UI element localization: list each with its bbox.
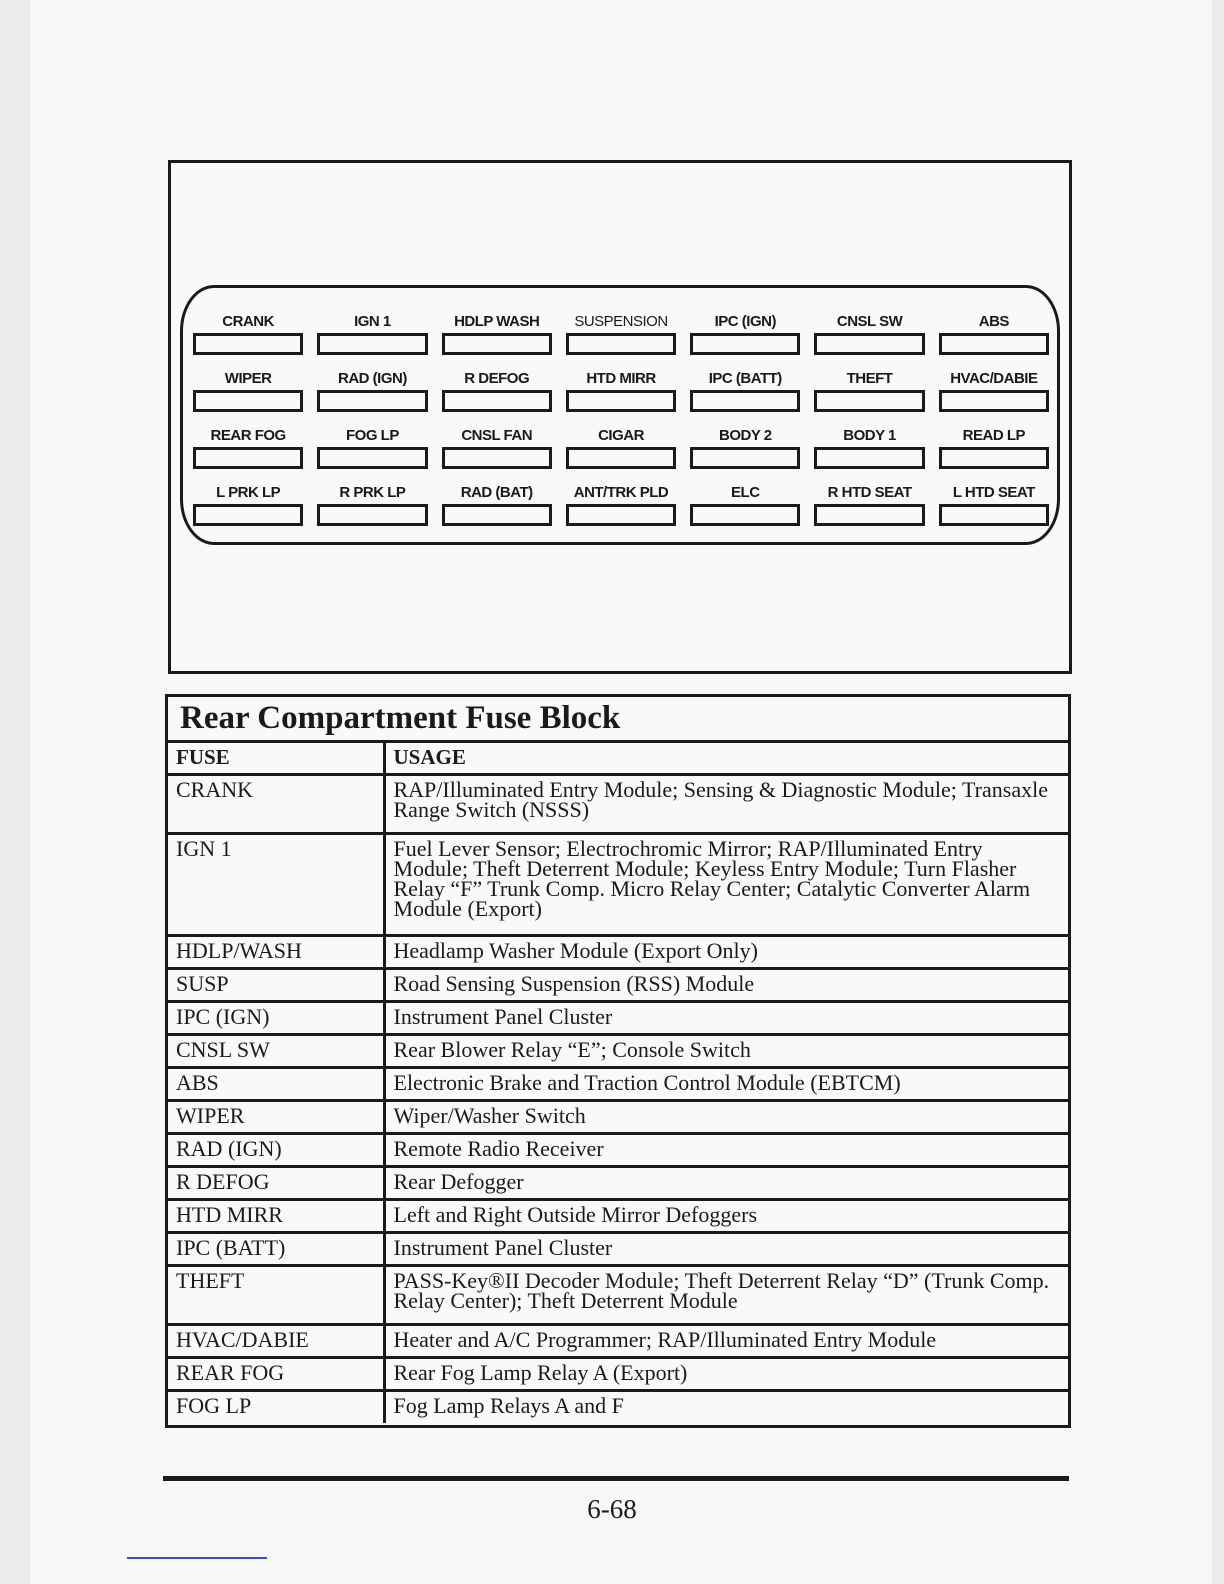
fuse-label: RAD (IGN) — [338, 370, 407, 387]
fuse-cell — [317, 416, 427, 473]
table-row — [168, 1034, 1068, 1067]
table-row — [168, 968, 1068, 1001]
fuse-name-cell: WIPER — [168, 1100, 384, 1133]
usage-cell: RAP/Illuminated Entry Module; Sensing & Diagnostic Module; Transaxle Range Switch (NSSS) — [384, 774, 1068, 833]
fuse-label: ANT/TRK PLD — [573, 484, 669, 501]
page-number: 6-68 — [587, 1494, 637, 1524]
usage-cell: Remote Radio Receiver — [384, 1133, 1068, 1166]
fuse-name-cell: REAR FOG — [168, 1357, 384, 1390]
usage-cell: Fuel Lever Sensor; Electrochromic Mirror; RAP/Illuminated Entry Module; Theft Deterrent Module; Keyless Entry Module; Turn Flasher Relay “F” Trunk Comp. Micro Relay Center; Catalytic Converter Alarm Module (Export) — [384, 833, 1068, 935]
fuse-name-cell: IPC (IGN) — [168, 1001, 384, 1034]
usage-cell: Fog Lamp Relays A and F — [393, 1392, 624, 1418]
fuse-name-cell: IPC (BATT) — [168, 1232, 384, 1265]
fuse-slot — [814, 504, 924, 526]
fuse-label: READ LP — [962, 427, 1026, 444]
fuse-cell — [442, 473, 552, 530]
fuse-cell — [814, 302, 924, 359]
fuse-label: IPC (BATT) — [708, 370, 782, 387]
fuse-cell — [193, 302, 303, 359]
fuse-label: R DEFOG — [464, 370, 530, 387]
fuse-cell — [317, 302, 427, 359]
fuse-slot — [442, 447, 552, 469]
fuse-label: ELC — [731, 484, 760, 501]
fuse-label: IGN 1 — [354, 313, 391, 330]
usage-cell: Rear Defogger — [384, 1166, 1068, 1199]
fuse-block-diagram — [168, 160, 1072, 674]
fuse-label: FOG LP — [346, 427, 399, 444]
fuse-name-cell: HVAC/DABIE — [168, 1324, 384, 1357]
fuse-usage-table — [165, 694, 1071, 1428]
fuse-label: L PRK LP — [216, 484, 281, 501]
fuse-slot — [317, 504, 427, 526]
fuse-name-cell: ABS — [168, 1067, 384, 1100]
usage-cell: Wiper/Washer Switch — [384, 1100, 1068, 1133]
fuse-label: BODY 1 — [843, 427, 896, 444]
fuse-label: CIGAR — [598, 427, 644, 444]
fuse-slot — [317, 333, 427, 355]
fuse-cell — [939, 302, 1049, 359]
fuse-slot — [939, 333, 1049, 355]
fuse-cell — [442, 416, 552, 473]
fuse-slot — [814, 390, 924, 412]
fuse-name-cell: CRANK — [168, 774, 384, 833]
fuse-cell — [814, 473, 924, 530]
usage-cell: Rear Fog Lamp Relay A (Export) — [384, 1357, 1068, 1390]
fuse-cell — [566, 302, 676, 359]
footer-rule — [163, 1476, 1069, 1481]
fuse-cell — [690, 416, 800, 473]
fuse-table — [168, 743, 1068, 1423]
fuse-name-cell: CNSL SW — [168, 1034, 384, 1067]
fuse-name-cell: THEFT — [168, 1265, 384, 1324]
fuse-label: IPC (IGN) — [714, 313, 776, 330]
table-row — [168, 1001, 1068, 1034]
fuse-slot — [566, 447, 676, 469]
fuse-name-cell: IGN 1 — [168, 833, 384, 935]
fuse-slot — [690, 447, 800, 469]
fuse-label: REAR FOG — [210, 427, 286, 444]
fuse-name-cell: RAD (IGN) — [168, 1133, 384, 1166]
fuse-cell — [939, 416, 1049, 473]
fuse-slot — [690, 504, 800, 526]
usage-cell: Electronic Brake and Traction Control Module (EBTCM) — [384, 1067, 1068, 1100]
fuse-label: R PRK LP — [339, 484, 406, 501]
fuse-cell — [814, 416, 924, 473]
column-header-fuse: FUSE — [168, 743, 384, 774]
table-row — [168, 1265, 1068, 1324]
table-row — [168, 1390, 1068, 1423]
fuse-cell — [442, 359, 552, 416]
fuse-cell — [939, 473, 1049, 530]
fuse-label: WIPER — [224, 370, 272, 387]
fuse-slot — [814, 333, 924, 355]
fuse-slot — [939, 504, 1049, 526]
fuse-cell — [317, 473, 427, 530]
fuse-label: CNSL FAN — [461, 427, 533, 444]
fuse-slot — [566, 333, 676, 355]
fuse-name-cell: FOG LP — [168, 1390, 384, 1423]
fuse-label: ABS — [978, 313, 1009, 330]
fuse-label: THEFT — [846, 370, 893, 387]
fuse-slot — [317, 447, 427, 469]
column-header-usage: USAGE — [384, 743, 1068, 774]
fuse-cell — [193, 416, 303, 473]
usage-cell: Instrument Panel Cluster — [384, 1001, 1068, 1034]
fuse-slot — [814, 447, 924, 469]
fuse-label: CRANK — [222, 313, 274, 330]
fuse-slot — [193, 390, 303, 412]
fuse-label: BODY 2 — [718, 427, 772, 444]
table-title: Rear Compartment Fuse Block — [168, 697, 1068, 743]
table-row — [168, 1100, 1068, 1133]
fuse-slot — [566, 504, 676, 526]
fuse-slot — [690, 390, 800, 412]
fuse-cell — [193, 359, 303, 416]
fuse-grid — [193, 302, 1049, 530]
fuse-name-cell: HTD MIRR — [168, 1199, 384, 1232]
table-row — [168, 833, 1068, 935]
fuse-name-cell: HDLP/WASH — [168, 935, 384, 968]
fuse-cell — [193, 473, 303, 530]
table-row — [168, 1232, 1068, 1265]
table-row — [168, 1166, 1068, 1199]
fuse-cell — [690, 473, 800, 530]
fuse-cell — [317, 359, 427, 416]
table-row — [168, 1324, 1068, 1357]
table-row — [168, 1199, 1068, 1232]
fuse-label: L HTD SEAT — [952, 484, 1035, 501]
fuse-label: SUSPENSION — [574, 313, 668, 330]
table-row — [168, 1133, 1068, 1166]
fuse-slot — [939, 390, 1049, 412]
table-row — [168, 1357, 1068, 1390]
fuse-slot — [442, 504, 552, 526]
link-underline — [127, 1557, 267, 1559]
usage-cell: Road Sensing Suspension (RSS) Module — [384, 968, 1068, 1001]
fuse-name-cell: SUSP — [168, 968, 384, 1001]
fuse-name-cell: R DEFOG — [168, 1166, 384, 1199]
fuse-slot — [193, 447, 303, 469]
table-row — [168, 1067, 1068, 1100]
fuse-cell — [939, 359, 1049, 416]
fuse-cell — [442, 302, 552, 359]
usage-cell: Heater and A/C Programmer; RAP/Illuminated Entry Module — [384, 1324, 1068, 1357]
fuse-cell — [566, 473, 676, 530]
fuse-cell — [566, 359, 676, 416]
usage-cell: PASS-Key®II Decoder Module; Theft Deterrent Relay “D” (Trunk Comp. Relay Center); Theft Deterrent Module — [384, 1265, 1068, 1324]
fuse-slot — [193, 504, 303, 526]
fuse-label: R HTD SEAT — [827, 484, 912, 501]
fuse-cell — [566, 416, 676, 473]
fuse-slot — [442, 390, 552, 412]
fuse-label: RAD (BAT) — [460, 484, 533, 501]
fuse-slot — [317, 390, 427, 412]
fuse-block-outline — [180, 285, 1060, 545]
fuse-cell — [814, 359, 924, 416]
fuse-slot — [442, 333, 552, 355]
usage-cell: Left and Right Outside Mirror Defoggers — [384, 1199, 1068, 1232]
fuse-slot — [566, 390, 676, 412]
table-row — [168, 935, 1068, 968]
fuse-cell — [690, 302, 800, 359]
fuse-label: HDLP WASH — [454, 313, 540, 330]
usage-cell: Headlamp Washer Module (Export Only) — [384, 935, 1068, 968]
table-row — [168, 774, 1068, 833]
fuse-label: HVAC/DABIE — [950, 370, 1038, 387]
fuse-slot — [193, 333, 303, 355]
fuse-cell — [690, 359, 800, 416]
usage-cell: Instrument Panel Cluster — [384, 1232, 1068, 1265]
fuse-slot — [939, 447, 1049, 469]
fuse-slot — [690, 333, 800, 355]
usage-cell: Rear Blower Relay “E”; Console Switch — [384, 1034, 1068, 1067]
fuse-label: CNSL SW — [836, 313, 903, 330]
table-header-row — [168, 743, 1068, 774]
fuse-label: HTD MIRR — [586, 370, 656, 387]
